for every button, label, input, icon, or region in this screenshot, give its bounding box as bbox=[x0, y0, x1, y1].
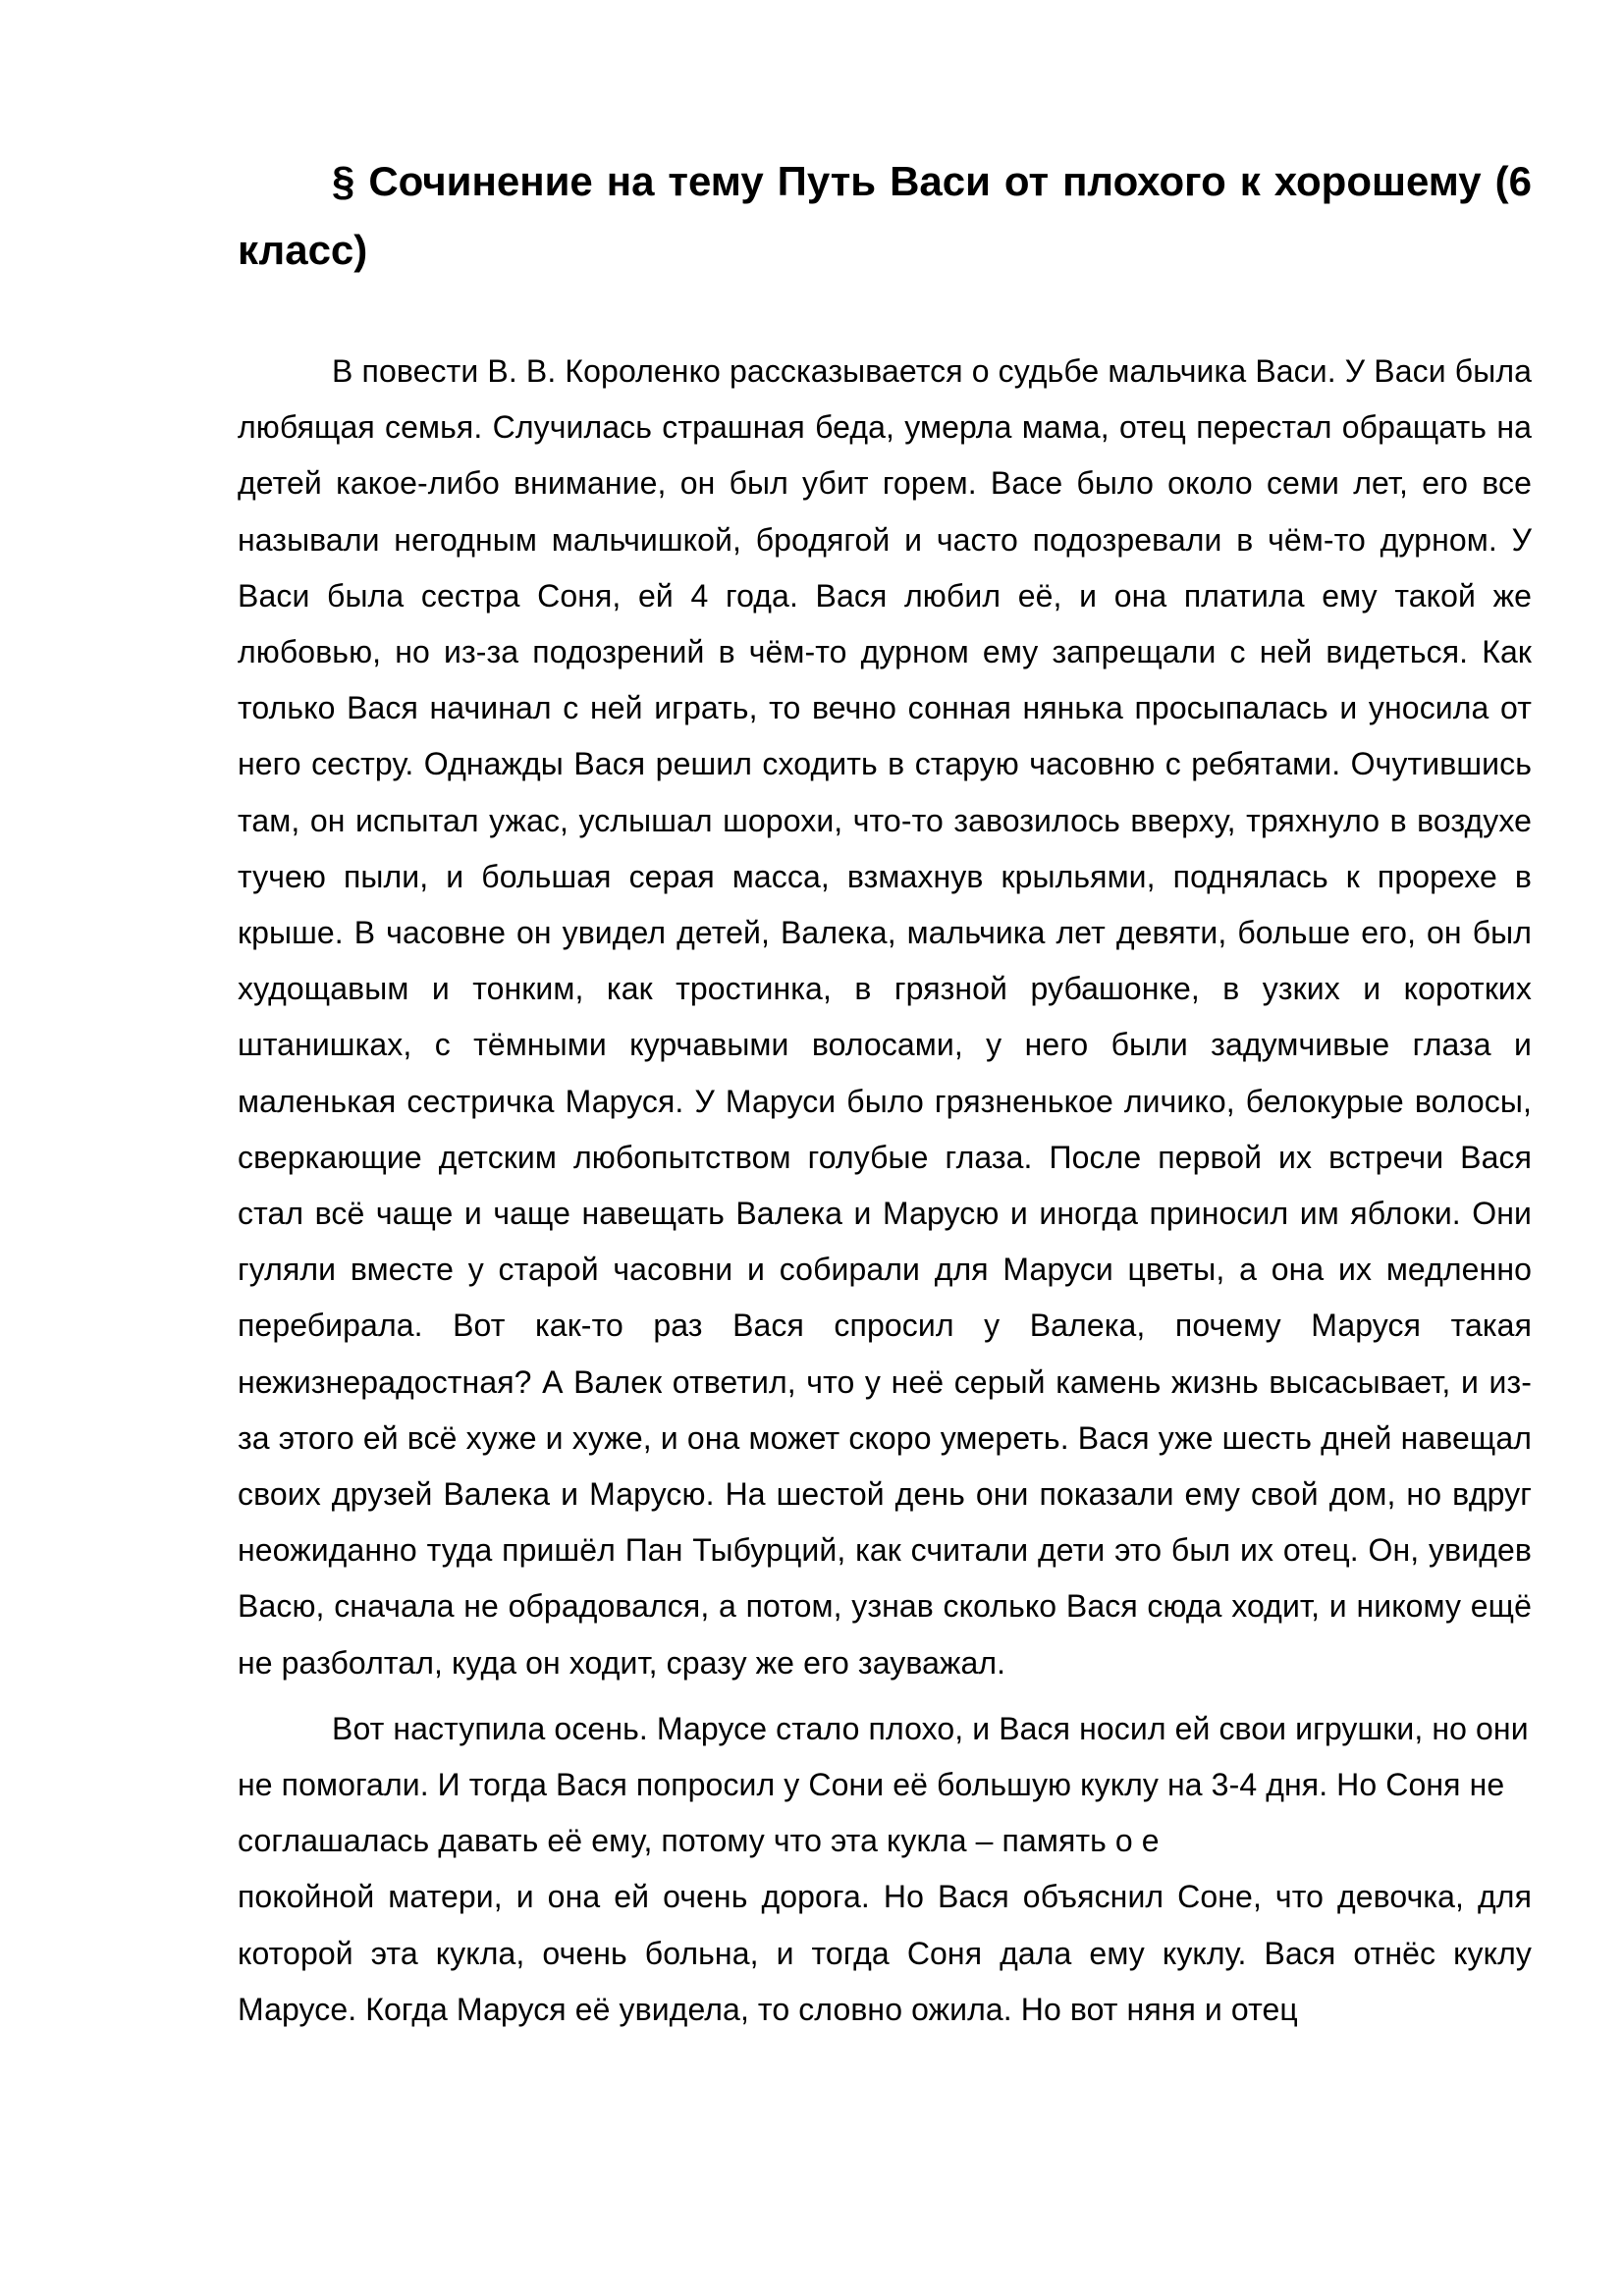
paragraph-2-part-2: покойной матери, и она ей очень дорога. Но Вася объяснил Соне, что девочка, для которой эта кукла, очень больна, и тогда Соня дала ему куклу. Вася отнёс куклу Марусе. Когда Маруся её увидела, то словно ожила. Но вот няня и отец bbox=[238, 1879, 1532, 2027]
paragraph-1: В повести В. В. Короленко рассказывается о судьбе мальчика Васи. У Васи была любящая семья. Случилась страшная беда, умерла мама, отец перестал обращать на детей какое-либо внимание, он был убит горем. Васе было около семи лет, его все называли негодным мальчишкой, бродягой и часто подозревали в чём-то дурном. У Васи была сестра Соня, ей 4 года. Вася любил её, и она платила ему такой же любовью, но из-за подозрений в чём-то дурном ему запрещали с ней видеться. Как только Вася начинал с ней играть, то вечно сонная нянька просыпалась и уносила от него сестру. Однажды Вася решил сходить в старую часовню с ребятами. Очутившись там, он испытал ужас, услышал шорохи, что-то завозилось вверху, тряхнуло в воздухе тучею пыли, и большая серая масса, взмахнув крыльями, поднялась к прорехе в крыше. В часовне он увидел детей, Валека, мальчика лет девяти, больше его, он был худощавым и тонким, как тростинка, в грязной рубашонке, в узких и коротких штанишках, с тёмными курчавыми волосами, у него были задумчивые глаза и маленькая сестричка Маруся. У Маруси было грязненькое личико, белокурые волосы, сверкающие детским любопытством голубые глаза. После первой их встречи Вася стал всё чаще и чаще навещать Валека и Марусю и иногда приносил им яблоки. Они гуляли вместе у старой часовни и собирали для Маруси цветы, а она их медленно перебирала. Вот как-то раз Вася спросил у Валека, почему Маруся такая нежизнерадостная? А Валек ответил, что у неё серый камень жизнь высасывает, и из-за этого ей всё хуже и хуже, и она может скоро умереть. Вася уже шесть дней навещал своих друзей Валека и Марусю. На шестой день они показали ему свой дом, но вдруг неожиданно туда пришёл Пан Тыбурций, как считали дети это был их отец. Он, увидев Васю, сначала не обрадовался, а потом, узнав сколько Вася сюда ходит, и никому ещё не разболтал, куда он ходит, сразу же его зауважал. bbox=[238, 353, 1532, 1681]
document-page bbox=[238, 147, 1532, 2048]
paragraph-2 bbox=[238, 1701, 1532, 2038]
paragraph-2-part-1: Вот наступила осень. Марусе стало плохо, и Вася носил ей свои игрушки, но они не помогали. И тогда Вася попросил у Сони её большую куклу на 3-4 дня. Но Соня не соглашалась давать её ему, потому что эта кукла – память о е bbox=[238, 1710, 1529, 1859]
document-title: § Сочинение на тему Путь Васи от плохого к хорошему (6 класс) bbox=[238, 158, 1532, 273]
